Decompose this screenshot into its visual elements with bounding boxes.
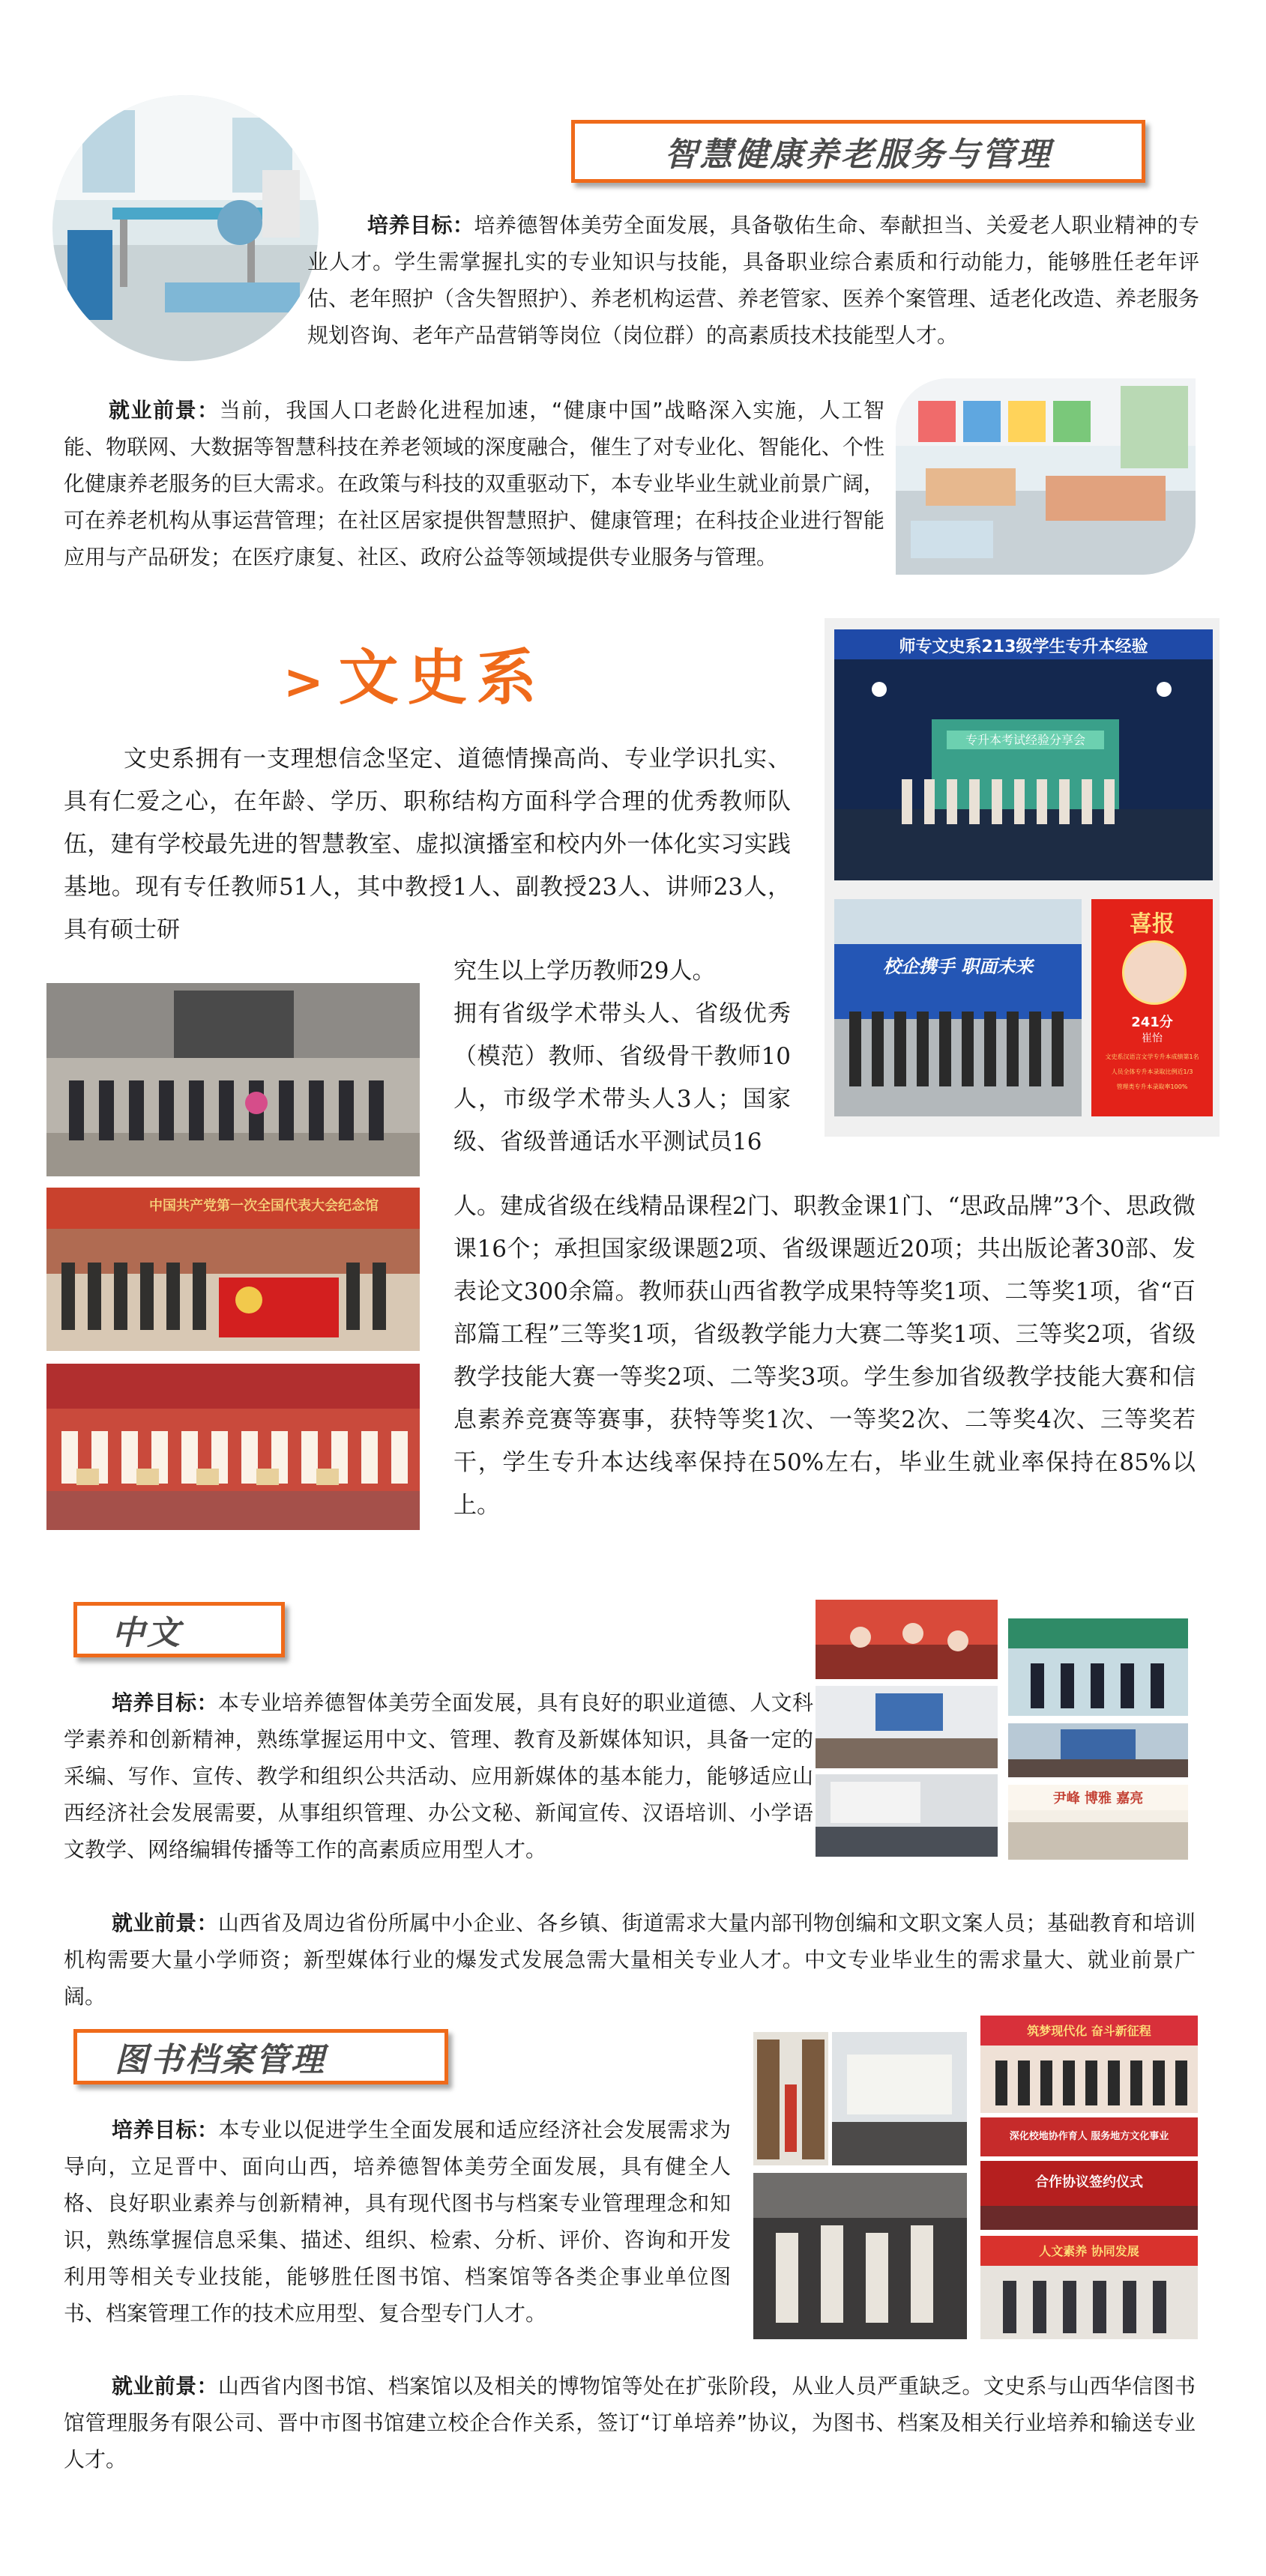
- stage-banner: 师专文史系213级学生专升本经验: [899, 638, 1148, 656]
- prospect-text: 当前，我国人口老龄化进程加速，“健康中国”战略深入实施，人工智能、物联网、大数据等智慧科技在养老领域的深度融合，催生了对专业化、智能化、个性化健康养老服务的巨大需求。在政策与科技的双重驱动下，本专业毕业生就业前景广阔，可在养老机构从事运营管理；在社区居家提供智慧照护、健康管理；在科技企业进行智能应用与产品研发；在医疗康复、社区、政府公益等领域提供专业服务与管理。: [64, 398, 884, 569]
- section-title-smart-elderly: [571, 120, 1145, 183]
- chinese-photo-caption: 尹峰 博雅 嘉亮: [1052, 1791, 1144, 1806]
- chinese-photo-5: [1008, 1723, 1188, 1777]
- poster-title: 喜报: [1130, 911, 1175, 937]
- award-group-photo: [46, 1364, 420, 1530]
- chinese-photo-6: [1008, 1785, 1188, 1860]
- prospect-text: 山西省及周边省份所属中小企业、各乡镇、街道需求大量内部刊物创编和文职文案人员；基础教育和培训机构需要大量小学师资；新型媒体行业的爆发式发展急需大量相关专业人才。中文专业毕业生的需求量大、就业前景广阔。: [64, 1911, 1196, 2009]
- wenshi-intro: [64, 738, 791, 952]
- goal-text: 培养德智体美劳全面发展，具备敬佑生命、奉献担当、关爱老人职业精神的专业人才。学生需掌握扎实的专业知识与技能，具备职业综合素质和行动能力，能够胜任老年评估、老年照护（含失智照护）、养老机构运营、养老管家、医养个案管理、适老化改造、养老服务规划咨询、老年产品营销等岗位（岗位群）的高素质技术技能型人才。: [307, 213, 1200, 348]
- chinese-goal: [64, 1684, 813, 1868]
- prospect-text: 山西省内图书馆、档案馆以及相关的博物馆等处在扩张阶段，从业人员严重缺乏。文史系与山西华信图书馆管理服务有限公司、晋中市图书馆建立校企合作关系，签订“订单培养”协议，为图书、档案及相关行业培养和输送专业人才。: [64, 2374, 1196, 2472]
- smart-elderly-goal: [307, 207, 1199, 354]
- goal-label: 培养目标：: [367, 213, 474, 238]
- goal-label: 培养目标：: [112, 1690, 218, 1715]
- dept-heading-text: 文史系: [338, 643, 546, 713]
- library-event-photo-1: [980, 2016, 1198, 2113]
- library-goal: [64, 2111, 731, 2332]
- poster-score: 241分: [1131, 1015, 1173, 1030]
- wenshi-intro-2: [453, 950, 791, 993]
- faculty-group-photo: [46, 983, 420, 1176]
- wenshi-body-text: [453, 1185, 1196, 1527]
- library-banner-b: 深化校地协作育人 服务地方文化事业: [1009, 2131, 1169, 2142]
- library-stacks-photo: [753, 2032, 828, 2165]
- section-title-text: 中文: [112, 1614, 182, 1652]
- library-event-photo-3: [980, 2236, 1198, 2339]
- chinese-photo-1: [816, 1600, 998, 1679]
- prospect-label: 就业前景：: [109, 398, 220, 423]
- wenshi-side-text: [453, 993, 791, 1164]
- library-lecture-photo: [832, 2032, 967, 2165]
- goal-text: 本专业培养德智体美劳全面发展，具有良好的职业道德、人文科学素养和创新精神，熟练掌握运用中文、管理、教育及新媒体知识，具备一定的采编、写作、宣传、教学和组织公共活动、应用新媒体的基本能力，能够适应山西经济社会发展需要，从事组织管理、办公文秘、新闻宣传、汉语培训、小学语文教学、网络编辑传播等工作的高素质应用型人才。: [64, 1690, 813, 1862]
- stage-event-photo: [834, 629, 1213, 880]
- school-enterprise-photo: [834, 899, 1082, 1116]
- poster-portrait: [1122, 940, 1187, 1005]
- wenshi-intro-text: 文史系拥有一支理想信念坚定、道德情操高尚、专业学识扎实、具有仁爱之心，在年龄、学历、职称结构方面科学合理的优秀教师队伍，建有学校最先进的智慧教室、虚拟演播室和校内外一体化实习实践基地。现有专任教师51人，其中教授1人、副教授23人、讲师23人，具有硕士研: [64, 746, 791, 943]
- party-memorial-photo: [46, 1188, 420, 1351]
- library-prospect: [64, 2368, 1196, 2478]
- goal-label: 培养目标：: [112, 2117, 219, 2142]
- smart-elderly-prospect: [64, 392, 884, 575]
- goal-text: 本专业以促进学生全面发展和适应经济社会发展需求为导向，立足晋中、面向山西，培养德智体美劳全面发展，具有健全人格、良好职业素养与创新精神，具有现代图书与档案专业管理理念和知识，熟练掌握信息采集、描述、组织、检索、分析、评价、咨询和开发利用等相关专业技能，能够胜任图书馆、档案馆等各类企事业单位图书、档案管理工作的技术应用型、复合型专门人才。: [64, 2117, 731, 2326]
- chinese-prospect: [64, 1905, 1196, 2015]
- good-news-poster: [1091, 899, 1213, 1116]
- poster-line-3: 管理类专升本录取率100%: [1116, 1083, 1188, 1090]
- library-banner-c: 合作协议签约仪式: [1035, 2174, 1143, 2190]
- rehab-room-photo: [52, 95, 319, 361]
- dept-heading-arrow: >: [283, 655, 339, 710]
- section-title-text: 智慧健康养老服务与管理: [664, 136, 1052, 174]
- chinese-photo-3: [816, 1774, 998, 1857]
- poster-line-2: 人员全体专升本录取比例近1/3: [1111, 1068, 1193, 1075]
- school-enterprise-banner: 校企携手 职面未来: [882, 956, 1034, 977]
- poster-line-1: 文史系汉语言文学专升本成绩第1名: [1105, 1053, 1199, 1060]
- section-title-text: 图书档案管理: [115, 2041, 326, 2079]
- care-classroom-photo: [896, 378, 1196, 575]
- stage-screen-text: 专升本考试经验分享会: [965, 733, 1085, 747]
- party-memorial-banner: 中国共产党第一次全国代表大会纪念馆: [149, 1198, 379, 1214]
- library-signing-photo: [980, 2161, 1198, 2230]
- wenshi-intro-text-2: 究生以上学历教师29人。: [453, 958, 716, 985]
- library-event-photo-2: [980, 2117, 1198, 2156]
- library-group-photo: [753, 2173, 967, 2339]
- library-banner-d: 人文素养 协同发展: [1039, 2244, 1139, 2258]
- prospect-label: 就业前景：: [112, 1911, 218, 1935]
- section-title-chinese: [73, 1602, 285, 1657]
- poster-name: 崔怡: [1142, 1032, 1163, 1044]
- wenshi-body-text-content: 人。建成省级在线精品课程2门、职教金课1门、“思政品牌”3个、思政微课16个；承担国家级课题2项、省级课题近20项；共出版论著30部、发表论文300余篇。教师获山西省教学成果特等奖1项、二等奖1项，省“百部篇工程”三等奖1项，省级教学能力大赛二等奖1项、三等奖2项，省级教学技能大赛一等奖2项、二等奖3项。学生参加省级教学技能大赛和信息素养竞赛等赛事，获特等奖1次、一等奖2次、二等奖4次、三等奖若干，学生专升本达线率保持在50%左右，毕业生就业率保持在85%以上。: [453, 1193, 1196, 1519]
- section-title-library: [73, 2029, 448, 2084]
- wenshi-side-text-content: 拥有省级学术带头人、省级优秀（模范）教师、省级骨干教师10人，市级学术带头人3人；国家级、省级普通话水平测试员16: [453, 1000, 791, 1155]
- chinese-photo-4: [1008, 1618, 1188, 1716]
- dept-heading: [283, 644, 546, 716]
- prospect-label: 就业前景：: [112, 2374, 218, 2398]
- chinese-photo-2: [816, 1686, 998, 1768]
- library-banner-a: 筑梦现代化 奋斗新征程: [1027, 2024, 1151, 2038]
